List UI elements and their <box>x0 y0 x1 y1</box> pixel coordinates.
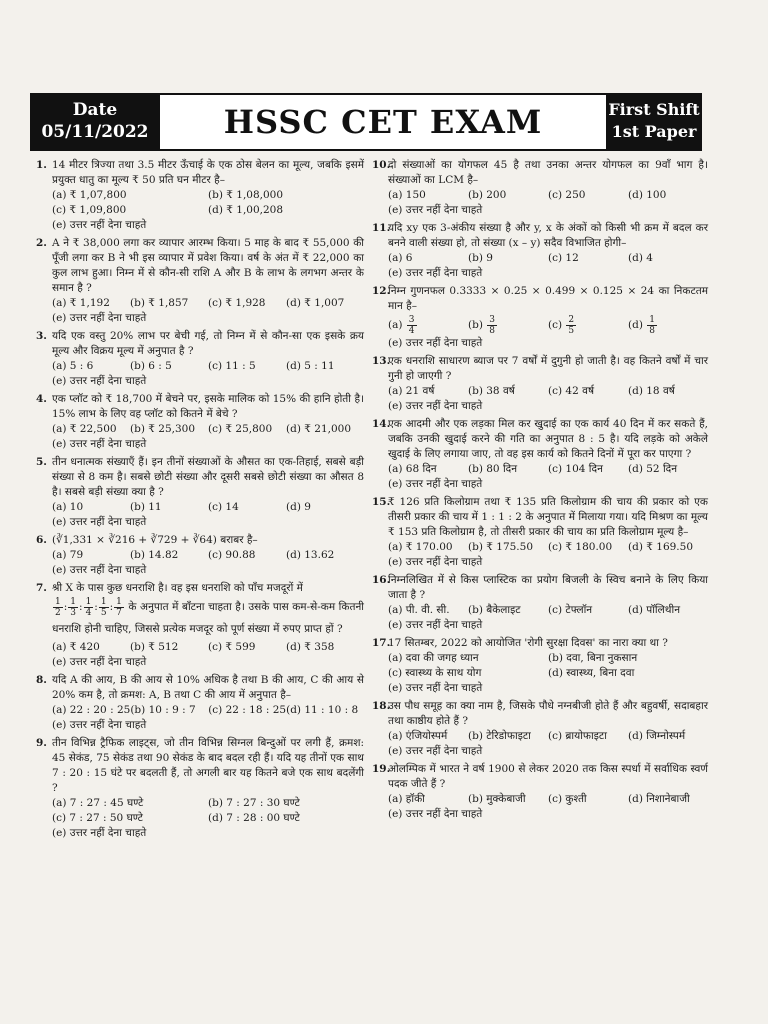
option-c: (c) 7 : 27 : 50 घण्टे <box>52 812 143 824</box>
option-c: (c) ₹ 1,928 <box>208 297 266 309</box>
option-e: (e) उत्तर नहीं देना चाहते <box>388 400 483 412</box>
question-14 <box>372 417 708 492</box>
option-a: (a) 79 <box>52 549 84 561</box>
option-e: (e) उत्तर नहीं देना चाहते <box>388 267 483 279</box>
option-b: (b) ₹ 512 <box>130 641 179 653</box>
shift-box <box>606 93 702 151</box>
question-text: एक आदमी और एक लड़का मिल कर खुदाई का एक कार्य 40 दिन में कर सकते हैं, जबकि उनकी खुदाई करने की गति का अनुपात 8 : 5 है। यदि लड़के को अकेले खुदाई के लिए लगाया जाए, तो वह इस कार्य को कितने दिनों में पूरा कर पाएगा ? <box>388 418 708 460</box>
date-label: Date <box>72 100 118 120</box>
option-e: (e) उत्तर नहीं देना चाहते <box>388 204 483 216</box>
question-number: 3. <box>36 330 47 342</box>
question-4 <box>36 392 364 452</box>
question-5 <box>36 455 364 530</box>
question-number: 12. <box>372 285 391 297</box>
question-9 <box>36 736 364 841</box>
option-d: (d) $\frac{1}{8}$ <box>628 314 655 336</box>
option-c: (c) 104 दिन <box>548 463 603 475</box>
option-d: (d) जिम्नोस्पर्म <box>628 730 686 742</box>
option-a: (a) 68 दिन <box>388 463 437 475</box>
option-c: (c) ₹ 599 <box>208 641 256 653</box>
question-number: 4. <box>36 393 47 405</box>
question-number: 15. <box>372 496 391 508</box>
option-a: (a) ₹ 420 <box>52 641 100 653</box>
question-number: 8. <box>36 674 47 686</box>
option-a: (a) 5 : 6 <box>52 360 94 372</box>
option-a: (a) 150 <box>388 189 426 201</box>
option-e: (e) उत्तर नहीं देना चाहते <box>52 516 147 528</box>
option-b: (b) 38 वर्ष <box>468 385 515 397</box>
fraction: $\frac{1}{7}$ <box>116 596 122 618</box>
option-b: (b) ₹ 25,300 <box>130 423 196 435</box>
option-d: (d) ₹ 1,00,208 <box>208 204 284 216</box>
question-16 <box>372 573 708 633</box>
question-18 <box>372 699 708 759</box>
option-c: (c) 14 <box>208 501 239 513</box>
option-d: (d) 13.62 <box>286 549 335 561</box>
option-a: (a) 6 <box>388 252 413 264</box>
question-text: ₹ 126 प्रति किलोग्राम तथा ₹ 135 प्रति किलोग्राम की चाय की प्रकार को एक तीसरी प्रकार की चाय में 1 : 1 : 2 के अनुपात में मिलाया गया। यदि मिश्रण का मूल्य ₹ 153 प्रति किलोग्राम है, तो तीसरी प्रकार की चाय का प्रति किलोग्राम मूल्य है– <box>388 496 708 538</box>
question-6 <box>36 533 364 578</box>
fraction: $\frac{1}{4}$ <box>85 596 92 618</box>
option-e: (e) उत्तर नहीं देना चाहते <box>52 312 147 324</box>
question-1 <box>36 158 364 233</box>
question-text: A ने ₹ 38,000 लगा कर व्यापार आरम्भ किया। 5 माह के बाद ₹ 55,000 की पूँजी लगा कर B ने भी इस व्यापार में प्रवेश किया। वर्ष के अंत में ₹ 22,000 का कुल लाभ हुआ। निम्न में से कौन-सी राशि A और B के लाभ के लगभग अन्तर के समान है ? <box>52 237 364 294</box>
option-e: (e) उत्तर नहीं देना चाहते <box>388 619 483 631</box>
option-b: (b) टेरिडोफाइटा <box>468 730 531 742</box>
option-b: (b) 80 दिन <box>468 463 518 475</box>
question-number: 13. <box>372 355 391 367</box>
exam-title: HSSC CET EXAM <box>223 103 543 141</box>
option-a: (a) 7 : 27 : 45 घण्टे <box>52 797 144 809</box>
fraction: $\frac{1}{5}$ <box>100 596 107 618</box>
option-c: (c) 90.88 <box>208 549 256 561</box>
option-d: (d) 18 वर्ष <box>628 385 675 397</box>
paper-label: 1st Paper <box>611 122 697 141</box>
question-10 <box>372 158 708 218</box>
question-number: 9. <box>36 737 47 749</box>
option-d: (d) ₹ 169.50 <box>628 541 694 553</box>
question-number: 11. <box>372 222 391 234</box>
question-text: श्री X के पास कुछ धनराशि है। वह इस धनराशि को पाँच मजदूरों में <box>52 582 303 594</box>
option-d: (d) 11 : 10 : 8 <box>286 704 359 716</box>
option-e: (e) उत्तर नहीं देना चाहते <box>52 438 147 450</box>
question-17 <box>372 636 708 696</box>
question-number: 18. <box>372 700 391 712</box>
option-c: (c) 42 वर्ष <box>548 385 595 397</box>
option-b: (b) 6 : 5 <box>130 360 172 372</box>
option-a: (a) ₹ 1,192 <box>52 297 110 309</box>
question-number: 17. <box>372 637 391 649</box>
fraction: $\frac{1}{3}$ <box>70 596 77 618</box>
question-text: यदि A की आय, B की आय से 10% अधिक है तथा B की आय, C की आय से 20% कम है, तो क्रमश: A, B तथा C की आय में अनुपात है– <box>52 674 364 701</box>
question-text: निम्नलिखित में से किस प्लास्टिक का प्रयोग बिजली के स्विच बनाने के लिए किया जाता है ? <box>388 574 708 601</box>
option-b: (b) ₹ 175.50 <box>468 541 534 553</box>
question-text: एक प्लॉट को ₹ 18,700 में बेचने पर, इसके मालिक को 15% की हानि होती है। 15% लाभ के लिए वह प्लॉट को कितने में बेचे ? <box>52 393 364 420</box>
question-text: (∛1,331 × ∛216 + ∛729 + ∛64) बराबर है– <box>52 534 258 546</box>
option-d: (d) ₹ 21,000 <box>286 423 352 435</box>
option-c: (c) कुश्ती <box>548 793 587 805</box>
option-b: (b) $\frac{3}{8}$ <box>468 314 495 336</box>
question-number: 14. <box>372 418 391 430</box>
option-e: (e) उत्तर नहीं देना चाहते <box>388 808 483 820</box>
question-text: उस पौध समूह का क्या नाम है, जिसके पौधे नग्नबीजी होते हैं और बहुवर्षी, सदाबहार तथा काष्ठीय होते हैं ? <box>388 700 708 727</box>
option-a: (a) ₹ 1,07,800 <box>52 189 127 201</box>
option-b: (b) 11 <box>130 501 162 513</box>
option-e: (e) उत्तर नहीं देना चाहते <box>388 556 483 568</box>
option-e: (e) उत्तर नहीं देना चाहते <box>52 827 147 839</box>
option-b: (b) 9 <box>468 252 493 264</box>
question-text: निम्न गुणनफल 0.3333 × 0.25 × 0.499 × 0.125 × 24 का निकटतम मान है– <box>388 285 708 312</box>
option-e: (e) उत्तर नहीं देना चाहते <box>52 656 147 668</box>
option-c: (c) ब्रायोफाइटा <box>548 730 607 742</box>
option-a: (a) पी. वी. सी. <box>388 604 450 616</box>
question-text: यदि xy एक 3-अंकीय संख्या है और y, x के अंकों को किसी भी क्रम में बदल कर बनने वाली संख्या हो, तो संख्या (x – y) सदैव विभाजित होगी– <box>388 222 708 249</box>
question-number: 1. <box>36 159 47 171</box>
question-text: 14 मीटर त्रिज्या तथा 3.5 मीटर ऊँचाई के एक ठोस बेलन का मूल्य, जबकि इसमें प्रयुक्त धातु का मूल्य ₹ 50 प्रति घन मीटर है– <box>52 159 364 186</box>
option-e: (e) उत्तर नहीं देना चाहते <box>388 682 483 694</box>
question-number: 2. <box>36 237 47 249</box>
option-e: (e) उत्तर नहीं देना चाहते <box>388 745 483 757</box>
option-b: (b) 10 : 9 : 7 <box>130 704 196 716</box>
option-a: (a) $\frac{3}{4}$ <box>388 314 415 336</box>
option-a: (a) ₹ 22,500 <box>52 423 117 435</box>
question-number: 10. <box>372 159 391 171</box>
question-8 <box>36 673 364 733</box>
option-c: (c) 12 <box>548 252 579 264</box>
question-text: यदि एक वस्तु 20% लाभ पर बेची गई, तो निम्न में से कौन-सा एक इसके क्रय मूल्य और विक्रय मूल्य में अनुपात है ? <box>52 330 364 357</box>
question-3 <box>36 329 364 389</box>
option-b: (b) 200 <box>468 189 507 201</box>
question-number: 5. <box>36 456 47 468</box>
option-c: (c) 11 : 5 <box>208 360 256 372</box>
option-c: (c) 250 <box>548 189 586 201</box>
option-c: (c) ₹ 25,800 <box>208 423 273 435</box>
option-b: (b) दवा, बिना नुकसान <box>548 652 638 664</box>
option-d: (d) पॉलिथीन <box>628 604 681 616</box>
option-b: (b) बैकेलाइट <box>468 604 521 616</box>
option-a: (a) हॉकी <box>388 793 425 805</box>
question-text: तीन धनात्मक संख्याएँ हैं। इन तीनों संख्याओं के औसत का एक-तिहाई, सबसे बड़ी संख्या से 8 कम है। सबसे छोटी संख्या और दूसरी सबसे छोटी संख्या का औसत 8 है। सबसे बड़ी संख्या क्या है ? <box>52 456 364 498</box>
exam-header <box>30 93 702 151</box>
option-a: (a) दवा की जगह ध्यान <box>388 652 479 664</box>
option-b: (b) 14.82 <box>130 549 179 561</box>
question-text: दो संख्याओं का योगफल 45 है तथा उनका अन्तर योगफल का 9वाँ भाग है। संख्याओं का LCM है– <box>388 159 708 186</box>
question-text: तीन विभिन्न ट्रैफिक लाइट्स, जो तीन विभिन्न सिग्नल बिन्दुओं पर लगी हैं, क्रमश: 45 सेकंड, 75 सेकंड तथा 90 सेकंड के बाद बदल रही हैं। यदि यह तीनों एक साथ 7 : 20 : 15 घंटे पर बदलती हैं, तो अगली बार यह कितने बजे एक साथ बदलेंगी ? <box>52 737 364 794</box>
option-e: (e) उत्तर नहीं देना चाहते <box>52 219 147 231</box>
question-number: 7. <box>36 582 47 594</box>
option-d: (d) निशानेबाजी <box>628 793 690 805</box>
option-d: (d) 9 <box>286 501 311 513</box>
option-e: (e) उत्तर नहीं देना चाहते <box>52 719 147 731</box>
option-b: (b) ₹ 1,857 <box>130 297 189 309</box>
option-e: (e) उत्तर नहीं देना चाहते <box>52 375 147 387</box>
option-b: (b) मुक्केबाजी <box>468 793 526 805</box>
option-c: (c) $\frac{2}{5}$ <box>548 314 575 336</box>
option-e: (e) उत्तर नहीं देना चाहते <box>52 564 147 576</box>
left-column <box>36 158 364 844</box>
fraction: $\frac{1}{2}$ <box>55 596 61 618</box>
option-d: (d) 100 <box>628 189 667 201</box>
question-2 <box>36 236 364 326</box>
question-12 <box>372 284 708 351</box>
option-a: (a) 22 : 20 : 25 <box>52 704 131 716</box>
option-b: (b) 7 : 27 : 30 घण्टे <box>208 797 300 809</box>
question-number: 6. <box>36 534 47 546</box>
option-e: (e) उत्तर नहीं देना चाहते <box>388 478 483 490</box>
question-text: एक धनराशि साधारण ब्याज पर 7 वर्षों में दुगुनी हो जाती है। वह कितने वर्षों में चार गुनी हो जाएगी ? <box>388 355 708 382</box>
right-column <box>372 158 708 825</box>
option-c: (c) ₹ 180.00 <box>548 541 613 553</box>
option-a: (a) एंजियोस्पर्म <box>388 730 448 742</box>
option-c: (c) टेफ्लॉन <box>548 604 593 616</box>
shift-label: First Shift <box>608 100 700 119</box>
question-text: ओलम्पिक में भारत ने वर्ष 1900 से लेकर 2020 तक किस स्पर्धा में सर्वाधिक स्वर्ण पदक जीते हैं ? <box>388 763 708 790</box>
option-a: (a) 10 <box>52 501 84 513</box>
option-d: (d) 7 : 28 : 00 घण्टे <box>208 812 300 824</box>
question-text: 17 सितम्बर, 2022 को आयोजित 'रोगी सुरक्षा दिवस' का नारा क्या था ? <box>388 637 668 649</box>
option-c: (c) ₹ 1,09,800 <box>52 204 127 216</box>
question-text-cont: के अनुपात में बाँटना चाहता है। उसके पास कम-से-कम कितनी धनराशि होनी चाहिए, जिससे प्रत्येक मजदूर को पूर्ण संख्या में रुपए प्राप्त हों ? <box>52 601 364 635</box>
option-d: (d) स्वास्थ्य, बिना दवा <box>548 667 635 679</box>
option-a: (a) ₹ 170.00 <box>388 541 453 553</box>
option-e: (e) उत्तर नहीं देना चाहते <box>388 337 483 349</box>
option-d: (d) ₹ 358 <box>286 641 335 653</box>
date-value: 05/11/2022 <box>41 122 149 142</box>
option-d: (d) 52 दिन <box>628 463 678 475</box>
question-number: 19. <box>372 763 391 775</box>
question-13 <box>372 354 708 414</box>
option-d: (d) 4 <box>628 252 653 264</box>
option-a: (a) 21 वर्ष <box>388 385 435 397</box>
option-d: (d) ₹ 1,007 <box>286 297 345 309</box>
option-c: (c) स्वास्थ्य के साथ योग <box>388 667 482 679</box>
question-7: 7. श्री X के पास कुछ धनराशि है। वह इस धनराशि को पाँच मजदूरों में $\frac{1}{2}$ : $\frac{1}{3}$ : $\frac{1}{4}$ : $\frac{1}{5}$ : $\frac{1}{7}$ के अनुपात में बाँटना चाहता है। उसके पास कम-से-कम कितनी धनराशि होनी चाहिए, जिससे प्रत्येक मजदूर को पूर्ण संख्या में रुपए प्राप्त हों ? (a) ₹ 420 (b) ₹ 512 (c) ₹ 599 (d) ₹ 358 (e) उत्तर नहीं देना चाहते <box>36 582 364 668</box>
question-19 <box>372 762 708 822</box>
question-15 <box>372 495 708 570</box>
date-box <box>30 93 160 151</box>
option-b: (b) ₹ 1,08,000 <box>208 189 284 201</box>
option-c: (c) 22 : 18 : 25 <box>208 704 287 716</box>
question-number: 16. <box>372 574 391 586</box>
option-d: (d) 5 : 11 <box>286 360 335 372</box>
question-11 <box>372 221 708 281</box>
